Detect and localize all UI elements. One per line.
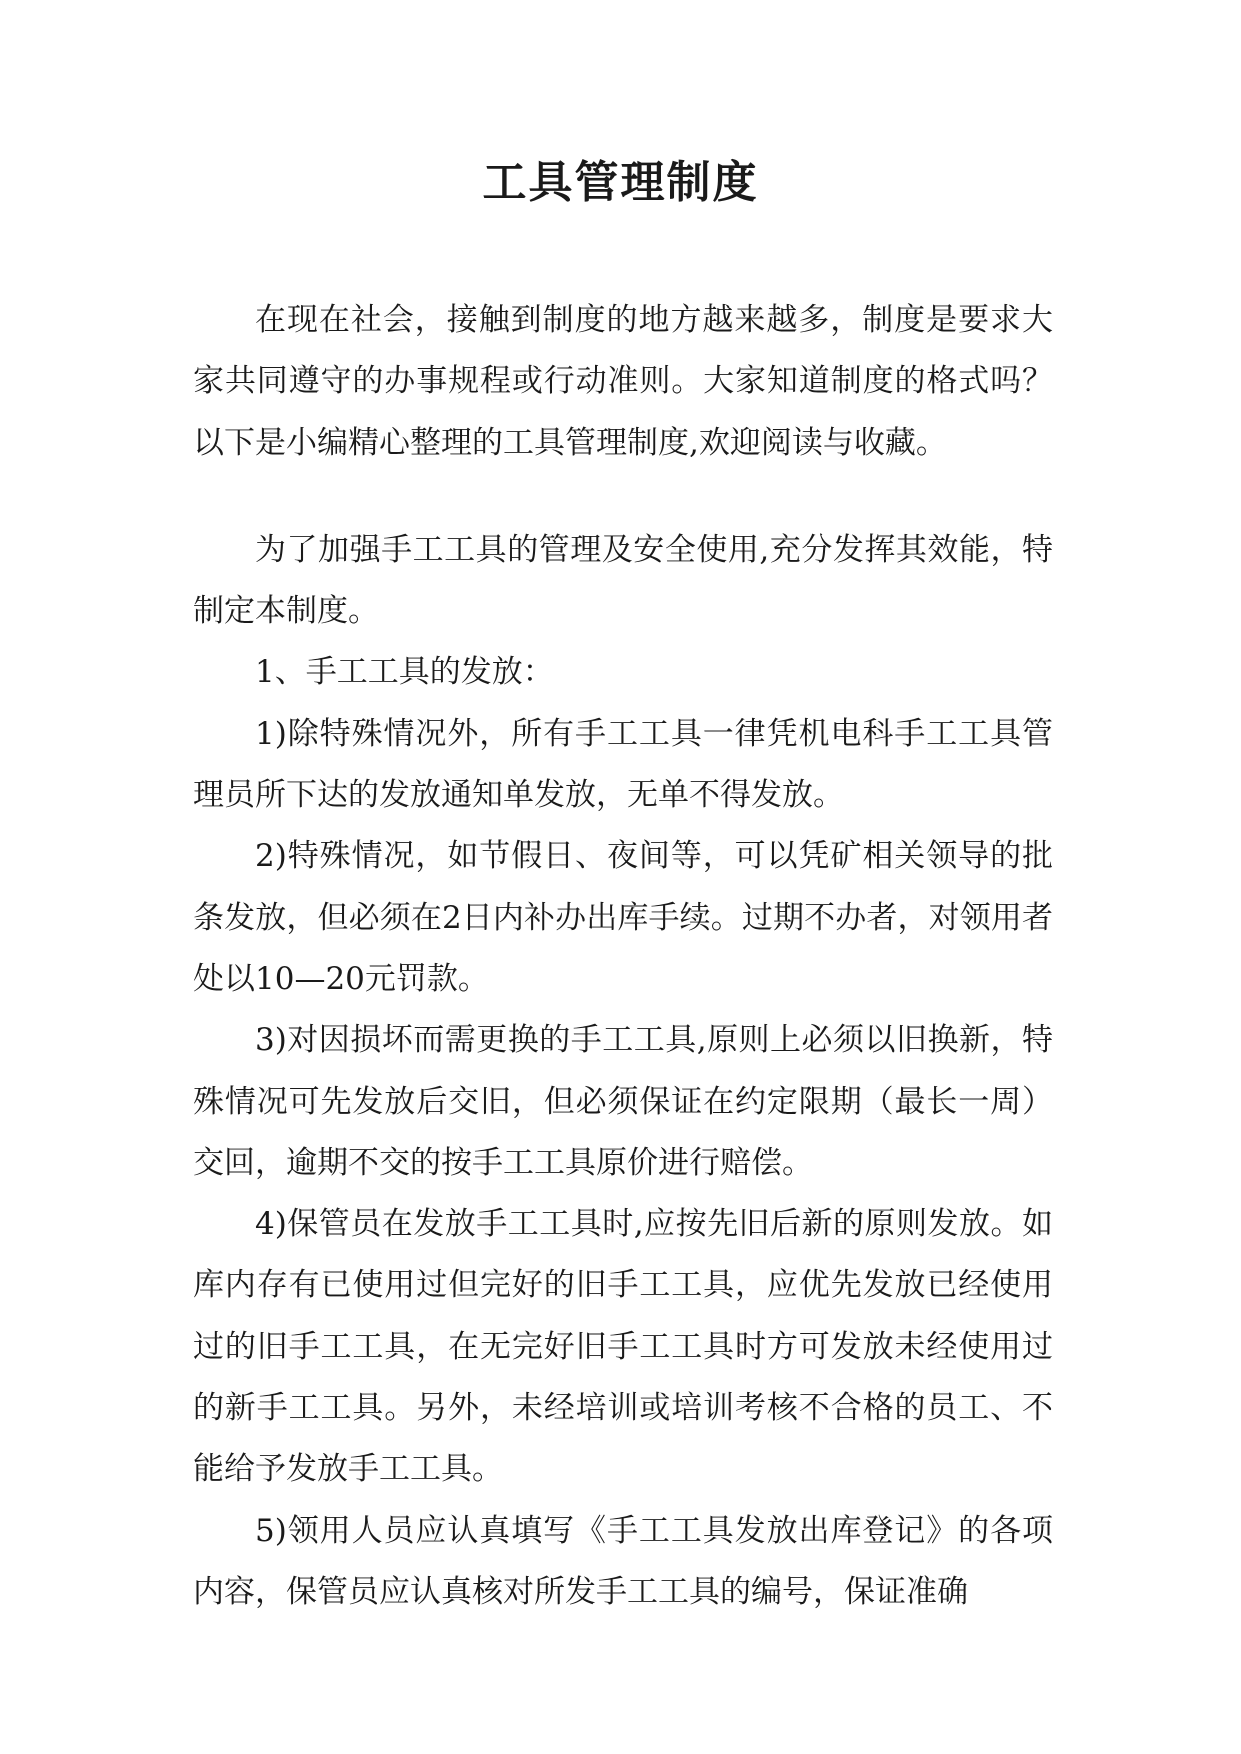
paragraph-rule-4: 4)保管员在发放手工工具时,应按先旧后新的原则发放。如库内存有已使用过但完好的旧手工工具，应优先发放已经使用过的旧手工工具，在无完好旧手工工具时方可发放未经使用过的新手工工具。另外，未经培训或培训考核不合格的员工、不能给予发放手工工具。: [193, 1206, 1053, 1488]
document-body: [193, 290, 1053, 1623]
paragraph-rule-5: 5)领用人员应认真填写《手工工具发放出库登记》的各项内容，保管员应认真核对所发手工工具的编号，保证准确: [193, 1512, 1053, 1610]
paragraph-purpose: 为了加强手工工具的管理及安全使用,充分发挥其效能，特制定本制度。: [193, 531, 1053, 630]
section-heading-issuance: 1、手工工具的发放：: [255, 654, 554, 691]
intro-paragraph: 在现在社会，接触到制度的地方越来越多，制度是要求大家共同遵守的办事规程或行动准则。大家知道制度的格式吗？以下是小编精心整理的工具管理制度,欢迎阅读与收藏。: [193, 302, 1053, 461]
paragraph-rule-3: 3)对因损坏而需更换的手工工具,原则上必须以旧换新，特殊情况可先发放后交旧，但必须保证在约定限期（最长一周）交回，逾期不交的按手工工具原价进行赔偿。: [193, 1022, 1053, 1181]
paragraph-rule-1: 1)除特殊情况外，所有手工工具一律凭机电科手工工具管理员所下达的发放通知单发放，无单不得发放。: [193, 715, 1053, 814]
paragraph-rule-2: 2)特殊情况，如节假日、夜间等，可以凭矿相关领导的批条发放，但必须在2日内补办出库手续。过期不办者，对领用者处以10—20元罚款。: [193, 838, 1053, 997]
page-title: 工具管理制度: [482, 157, 759, 208]
paragraph-spacer: [193, 474, 1053, 520]
